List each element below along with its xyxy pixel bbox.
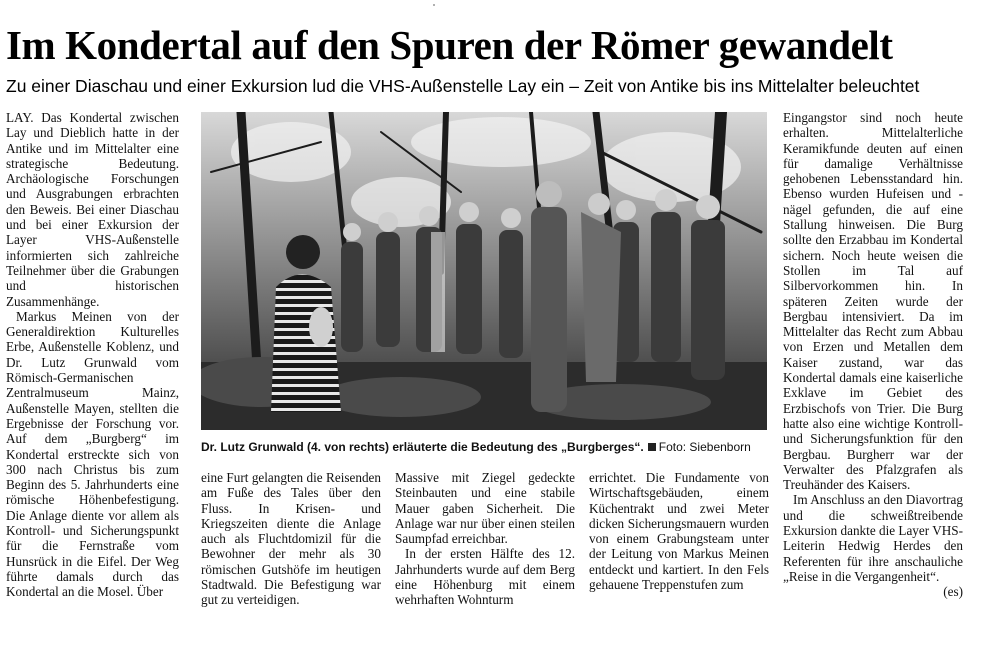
paragraph: Massive mit Ziegel gedeckte Steinbauten und eine stabile Mauer gaben Sicherheit. Die Anlage war nur über einen steilen Saumpfad erreichbar. (395, 470, 575, 547)
paragraph: errichtet. Die Fundamente von Wirtschaftsgebäuden, einem Küchentrakt und zwei Meter dicken Sicherungsmauern wurden von einem Grabungsteam unter der Leitung von Markus Meinen entdeckt und kartiert. In den Fels gehauene Treppenstufen zum (589, 470, 769, 593)
paragraph: In der ersten Hälfte des 12. Jahrhunderts wurde auf dem Berg eine Höhenburg mit einem wehrhaften Wohnturm (395, 546, 575, 608)
paragraph: Markus Meinen von der Generaldirektion Kulturelles Erbe, Außenstelle Koblenz, und Dr. Lutz Grunwald vom Römisch-Germanischen Zentralmuseum Mainz, Außenstelle Mayen, stellten die Ergebnisse der Forschung vor. Auf dem „Burgberg“ im Kondertal erstreckte sich von 300 nach Christus bis zum Beginn des 5. Jahrhunderts eine römische Höhenbefestigung. Die Anlage diente vor allem als Kontroll- und Sicherungspunkt für die Fernstraße vom Hunsrück in die Eifel. Der Weg führte damals durch das Kondertal an die Mosel. Über (6, 308, 179, 600)
paragraph (783, 492, 963, 600)
text-column-4 (589, 470, 769, 615)
paragraph-text: Im Anschluss an den Diavortrag und die schweißtreibende Exkursion dankte die Layer VHS-Leiterin Hedwig Herdes den Referenten für ihre anschauliche „Reise in die Vergangenheit“. (783, 492, 963, 584)
photo-credit: Foto: Siebenborn (658, 440, 751, 454)
article-headline: Im Kondertal auf den Spuren der Römer gewandelt (6, 22, 893, 68)
text-column-2 (201, 470, 381, 615)
text-column-3 (395, 470, 575, 615)
paragraph: LAY. Das Kondertal zwischen Lay und Dieblich hatte in der Antike und im Mittelalter eine strategische Bedeutung. Archäologische Forschungen und Ausgrabungen erbrachten den Beweis. Bei einer Diaschau und bei einer Exkursion der Layer VHS-Außenstelle informierten sich zahlreiche Teilnehmer über die Grabungen und historischen Zusammenhänge. (6, 110, 179, 309)
forest-group-photo (201, 112, 767, 430)
print-speck (433, 4, 435, 6)
article-photo (201, 112, 767, 430)
photo-caption (201, 440, 771, 454)
author-signature: (es) (943, 584, 963, 600)
article-subheadline: Zu einer Diaschau und einer Exkursion lud die VHS-Außenstelle Lay ein – Zeit von Antike bis ins Mittelalter beleuchtet (6, 76, 920, 96)
photo-credit-square-icon (648, 443, 656, 451)
caption-text: Dr. Lutz Grunwald (4. von rechts) erläuterte die Bedeutung des „Burgberges“. (201, 440, 644, 454)
text-column-5 (783, 110, 963, 615)
text-column-1 (6, 110, 179, 615)
paragraph: eine Furt gelangten die Reisenden am Fuße des Tales über den Fluss. In Krisen- und Kriegszeiten diente die Anlage auch als Fluchtdomizil für die Bewohner der mehr als 30 römischen Gutshöfe im heutigen Stadtwald. Die Befestigung war gut zu verteidigen. (201, 470, 381, 608)
paragraph: Eingangstor sind noch heute erhalten. Mittelalterliche Keramikfunde deuten auf einen für damalige Verhältnisse gehobenen Lebensstandard hin. Ebenso wurden Hufeisen und -nägel gefunden, die auf eine Stallung hinweisen. Die Burg sollte den Erzabbau im Kondertal sichern. Noch heute weisen die Stollen im Tal auf Silbervorkommen hin. In späteren Zeiten wurde der Bergbau intensiviert. Da im Mittelalter das Recht zum Abbau von Erzen und Metallen dem Kaiser zustand, war das Kondertal damals eine kaiserliche Exklave im Gebiet des Erzbischofs von Trier. Die Burg hatte also eine wichtige Kontroll- und Sicherungsfunktion für den Bergbau. Burgherr war der Verwalter des Pfalzgrafen als Treuhänder des Kaisers. (783, 110, 963, 493)
